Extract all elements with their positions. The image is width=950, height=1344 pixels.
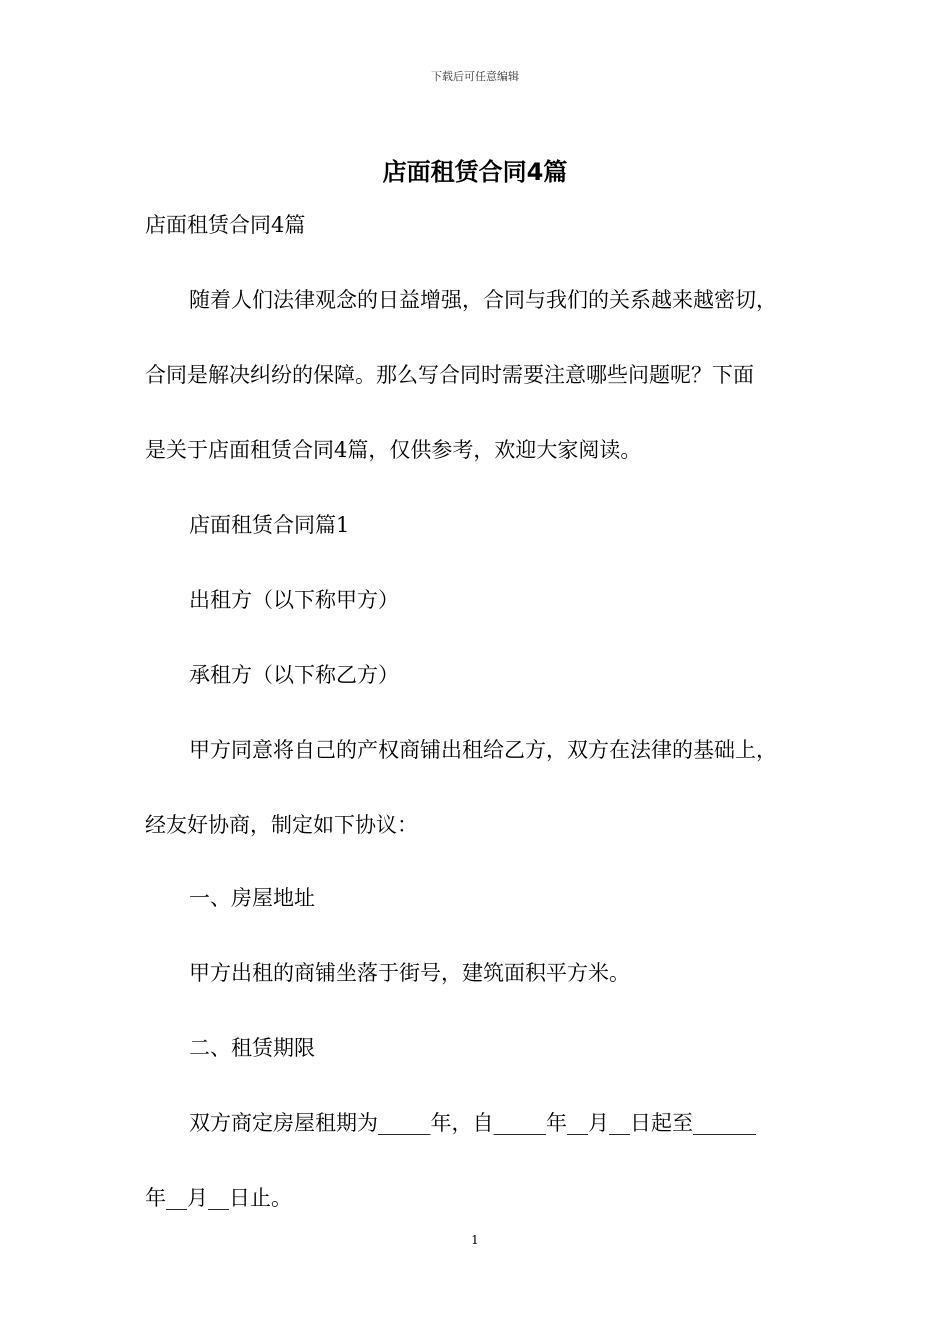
subtitle-line: 店面租赁合同4篇 (145, 213, 306, 237)
lessor-line: 出租方（以下称甲方） (189, 588, 399, 612)
contract-heading: 店面租赁合同篇1 (189, 513, 350, 537)
document-title: 店面租赁合同4篇 (382, 158, 568, 186)
section-2-body-line-2: 年__月__日止。 (145, 1186, 292, 1210)
header-note: 下载后可任意编辑 (431, 70, 519, 83)
page-number: 1 (471, 1233, 479, 1247)
intro-line-3: 是关于店面租赁合同4篇，仅供参考，欢迎大家阅读。 (145, 438, 642, 462)
section-2-heading: 二、租赁期限 (189, 1036, 315, 1060)
intro-line-1: 随着人们法律观念的日益增强，合同与我们的关系越来越密切， (189, 288, 777, 312)
agreement-line-2: 经友好协商，制定如下协议： (145, 813, 418, 837)
intro-line-2: 合同是解决纠纷的保障。那么写合同时需要注意哪些问题呢？下面 (145, 363, 754, 387)
lessee-line: 承租方（以下称乙方） (189, 663, 399, 687)
section-1-heading: 一、房屋地址 (189, 886, 315, 910)
agreement-line-1: 甲方同意将自己的产权商铺出租给乙方，双方在法律的基础上， (189, 738, 777, 762)
section-1-body: 甲方出租的商铺坐落于街号，建筑面积平方米。 (189, 961, 630, 985)
section-2-body-line-1: 双方商定房屋租期为_____年，自_____年__月__日起至______ (189, 1111, 756, 1135)
